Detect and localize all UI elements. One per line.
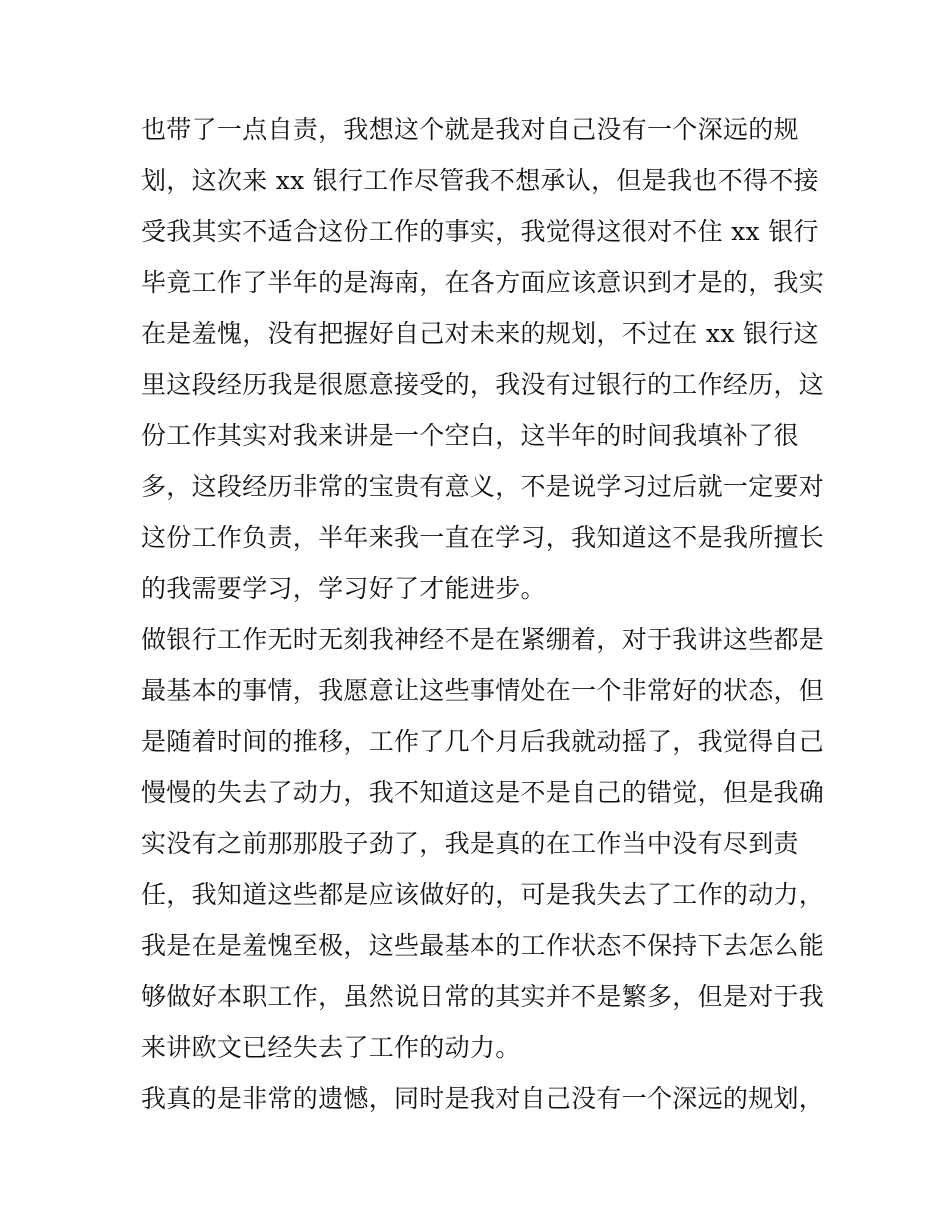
text-line: 多，这段经历非常的宝贵有意义，不是说学习过后就一定要对 xyxy=(141,472,825,501)
text-line: 任，我知道这些都是应该做好的，可是我失去了工作的动力， xyxy=(141,880,825,909)
text-line: 我是在是羞愧至极，这些最基本的工作状态不保持下去怎么能 xyxy=(141,931,825,960)
text-line: 也带了一点自责，我想这个就是我对自己没有一个深远的规 xyxy=(141,115,799,144)
text-line: 够做好本职工作，虽然说日常的其实并不是繁多，但是对于我 xyxy=(141,982,825,1011)
text-line: 在是羞愧，没有把握好自己对未来的规划，不过在 xx 银行这 xyxy=(141,319,819,348)
text-line: 份工作其实对我来讲是一个空白，这半年的时间我填补了很 xyxy=(141,421,799,450)
text-line: 慢慢的失去了动力，我不知道这是不是自己的错觉，但是我确 xyxy=(141,778,825,807)
paragraph-3 xyxy=(141,1073,825,1124)
text-line: 做银行工作无时无刻我神经不是在紧绷着，对于我讲这些都是 xyxy=(141,625,825,654)
text-line: 是随着时间的推移，工作了几个月后我就动摇了，我觉得自己 xyxy=(141,727,825,756)
text-line: 我真的是非常的遗憾，同时是我对自己没有一个深远的规划， xyxy=(141,1084,825,1113)
text-line: 毕竟工作了半年的是海南，在各方面应该意识到才是的，我实 xyxy=(141,268,825,297)
text-line: 的我需要学习，学习好了才能进步。 xyxy=(141,574,546,603)
document-body xyxy=(141,104,825,1124)
paragraph-1 xyxy=(141,104,825,614)
text-line: 划，这次来 xx 银行工作尽管我不想承认，但是我也不得不接 xyxy=(141,166,819,195)
text-line: 里这段经历我是很愿意接受的，我没有过银行的工作经历，这 xyxy=(141,370,825,399)
text-line: 最基本的事情，我愿意让这些事情处在一个非常好的状态，但 xyxy=(141,676,825,705)
text-line: 这份工作负责，半年来我一直在学习，我知道这不是我所擅长 xyxy=(141,523,825,552)
text-line: 来讲欧文已经失去了工作的动力。 xyxy=(141,1033,521,1062)
text-line: 受我其实不适合这份工作的事实，我觉得这很对不住 xx 银行 xyxy=(141,217,819,246)
paragraph-2 xyxy=(141,614,825,1073)
text-line: 实没有之前那那股子劲了，我是真的在工作当中没有尽到责 xyxy=(141,829,799,858)
